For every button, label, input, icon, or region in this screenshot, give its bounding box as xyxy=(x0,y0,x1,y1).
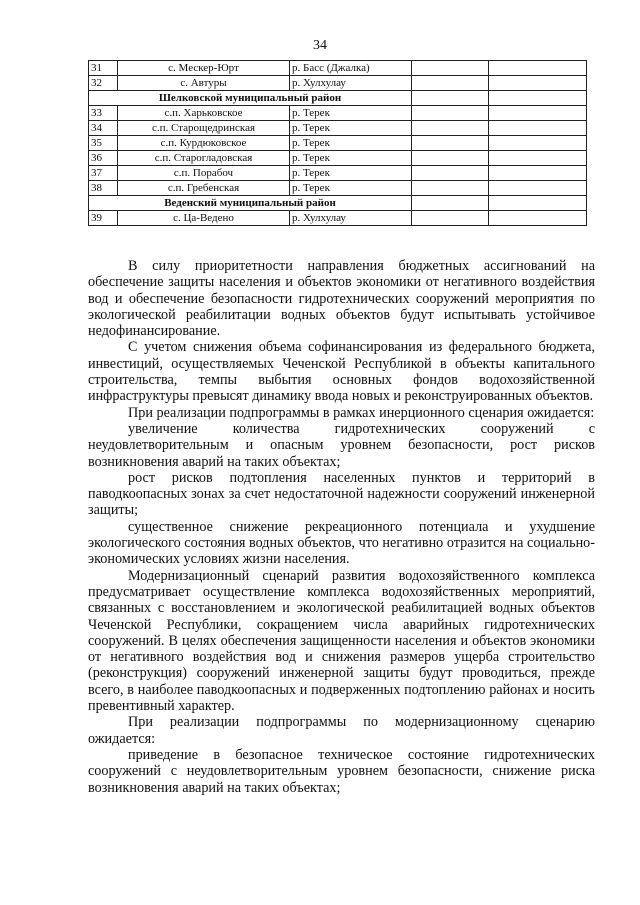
empty-cell xyxy=(489,76,587,91)
settlement-name: с.п. Курдюковское xyxy=(118,136,290,151)
river-name: р. Терек xyxy=(290,106,412,121)
empty-cell xyxy=(489,211,587,226)
table-row xyxy=(89,136,587,151)
empty-cell xyxy=(412,211,489,226)
empty-cell xyxy=(489,181,587,196)
river-name: р. Хулхулау xyxy=(290,76,412,91)
table-group-row xyxy=(89,196,587,211)
row-number: 39 xyxy=(89,211,118,226)
empty-cell xyxy=(489,136,587,151)
empty-cell xyxy=(412,196,489,211)
river-name: р. Терек xyxy=(290,121,412,136)
paragraph: увеличение количества гидротехнических сооружений с неудовлетворительным и опасным уровнем безопасности, рост рисков возникновения аварий на таких объектах; xyxy=(88,420,595,470)
settlement-name: с.п. Старощедринская xyxy=(118,121,290,136)
body-text xyxy=(88,258,595,796)
paragraph: приведение в безопасное техническое состояние гидротехнических сооружений с неудовлетворительным уровнем безопасности, снижение риска возникновения аварий на таких объектах; xyxy=(88,746,595,796)
river-name: р. Хулхулау xyxy=(290,211,412,226)
empty-cell xyxy=(489,91,587,106)
paragraph: Модернизационный сценарий развития водохозяйственного комплекса предусматривает осуществление комплекса водохозяйственных мероприятий, связанных с восстановлением и экологической реабилитацией водных объектов Чеченской Республики, сокращением числа аварийных гидротехнических сооружений. В целях обеспечения защищенности населения и объектов экономики от негативного воздействия вод и снижения размеров ущерба строительство (реконструкция) сооружений инженерной защиты будут проводиться, прежде всего, в наиболее паводкоопасных и подверженных подтоплению районах и носить превентивный характер. xyxy=(88,567,595,715)
table-row xyxy=(89,76,587,91)
settlement-name: с.п. Харьковское xyxy=(118,106,290,121)
empty-cell xyxy=(489,121,587,136)
settlement-name: с.п. Порабоч xyxy=(118,166,290,181)
table-row xyxy=(89,151,587,166)
empty-cell xyxy=(412,181,489,196)
empty-cell xyxy=(489,196,587,211)
row-number: 35 xyxy=(89,136,118,151)
row-number: 37 xyxy=(89,166,118,181)
empty-cell xyxy=(412,61,489,76)
page-number: 34 xyxy=(313,38,327,53)
river-name: р. Терек xyxy=(290,136,412,151)
row-number: 34 xyxy=(89,121,118,136)
row-number: 33 xyxy=(89,106,118,121)
river-name: р. Терек xyxy=(290,151,412,166)
empty-cell xyxy=(412,136,489,151)
table-row xyxy=(89,121,587,136)
table-row xyxy=(89,211,587,226)
empty-cell xyxy=(489,166,587,181)
river-name: р. Терек xyxy=(290,181,412,196)
settlement-name: с. Ца-Ведено xyxy=(118,211,290,226)
district-heading: Шелковской муниципальный район xyxy=(89,91,412,106)
paragraph: При реализации подпрограммы в рамках инерционного сценария ожидается: xyxy=(128,404,595,421)
row-number: 31 xyxy=(89,61,118,76)
settlement-name: с.п. Старогладовская xyxy=(118,151,290,166)
table-group-row xyxy=(89,91,587,106)
paragraph: рост рисков подтопления населенных пунктов и территорий в паводкоопасных зонах за счет недостаточной надежности сооружений инженерной защиты; xyxy=(88,469,595,519)
paragraph: В силу приоритетности направления бюджетных ассигнований на обеспечение защиты населения и объектов экономики от негативного воздействия вод и обеспечение безопасности гидротехнических сооружений мероприятия по экологической реабилитации водных объектов будут испытывать устойчивое недофинансирование. xyxy=(88,258,595,340)
empty-cell xyxy=(489,106,587,121)
empty-cell xyxy=(412,76,489,91)
empty-cell xyxy=(412,151,489,166)
paragraph: С учетом снижения объема софинансирования из федерального бюджета, инвестиций, осуществляемых Чеченской Республикой в объекты капитального строительства, темпы выбытия основных фондов водохозяйственной инфраструктуры превысят динамику ввода новых и реконструированных объектов. xyxy=(88,339,595,405)
settlements-table xyxy=(88,60,587,226)
empty-cell xyxy=(412,106,489,121)
district-heading: Веденский муниципальный район xyxy=(89,196,412,211)
row-number: 36 xyxy=(89,151,118,166)
empty-cell xyxy=(412,91,489,106)
row-number: 38 xyxy=(89,181,118,196)
settlement-name: с. Автуры xyxy=(118,76,290,91)
river-name: р. Басс (Джалка) xyxy=(290,61,412,76)
paragraph: существенное снижение рекреационного потенциала и ухудшение экологического состояния водных объектов, что негативно отразится на социально-экономических условиях жизни населения. xyxy=(88,518,595,568)
empty-cell xyxy=(412,166,489,181)
paragraph: При реализации подпрограммы по модернизационному сценарию ожидается: xyxy=(88,714,595,747)
table-row xyxy=(89,61,587,76)
river-name: р. Терек xyxy=(290,166,412,181)
table-row xyxy=(89,181,587,196)
settlement-name: с.п. Гребенская xyxy=(118,181,290,196)
table-row xyxy=(89,166,587,181)
empty-cell xyxy=(489,151,587,166)
empty-cell xyxy=(489,61,587,76)
empty-cell xyxy=(412,121,489,136)
settlement-name: с. Мескер-Юрт xyxy=(118,61,290,76)
row-number: 32 xyxy=(89,76,118,91)
table-row xyxy=(89,106,587,121)
